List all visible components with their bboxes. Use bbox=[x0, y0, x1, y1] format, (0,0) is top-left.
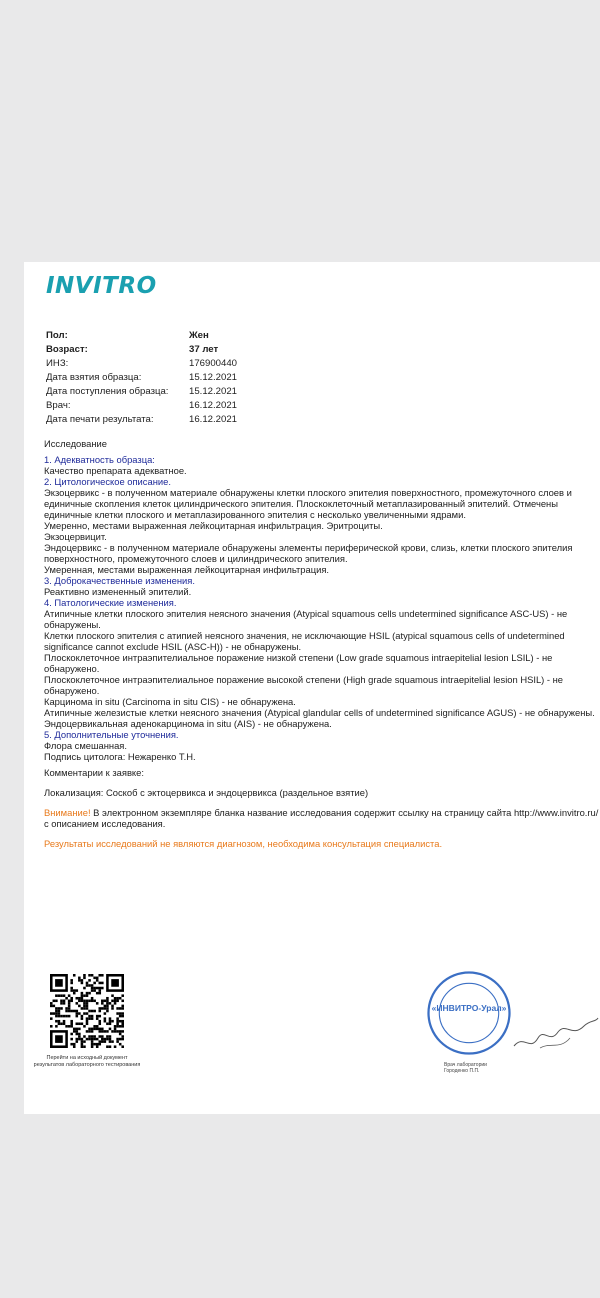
report-line: Атипичные клетки плоского эпителия неясного значения (Atypical squamous cells undetermined significance ASC-US) - не обнаружены. bbox=[44, 608, 568, 630]
report-line: Умеренная, местами выраженная лейкоцитарная инфильтрация. bbox=[44, 564, 330, 575]
report-line: Эндоцервикс - в полученном материале обнаружены элементы периферической крови, слизь, клетки плоского эпителия поверхностного, промежуточного слоев и цилиндрического эпителия. bbox=[44, 542, 573, 564]
report-line: Атипичные железистые клетки неясного значения (Atypical glandular cells of undetermined significance AGUS) - не обнаружены. bbox=[44, 707, 595, 718]
report-line: Умеренно, местами выраженная лейкоцитарная инфильтрация. Эритроциты. bbox=[44, 520, 383, 531]
field-label: Врач: bbox=[46, 400, 71, 411]
field-label: ИНЗ: bbox=[46, 358, 69, 369]
stamp-caption: Врач лаборатории Городенко П.П. bbox=[444, 1062, 487, 1074]
section-heading: 1. Адекватность образца: bbox=[44, 454, 155, 465]
report-line: Клетки плоского эпителия с атипией неясного значения, не исключающие HSIL (atypical squamous cells of undetermined significance cannot exclude HSIL (ASC-H)) - не обнаружены. bbox=[44, 630, 565, 652]
stamp-text: «ИНВИТРО-Урал» bbox=[431, 1003, 507, 1014]
report-lines bbox=[44, 454, 600, 762]
report-line: Карцинома in situ (Carcinoma in situ CIS) - не обнаружена. bbox=[44, 696, 296, 707]
study-title: Исследование bbox=[44, 438, 107, 449]
field-value: 15.12.2021 bbox=[189, 372, 238, 383]
field-row-sample-date bbox=[46, 371, 237, 385]
section-heading: 4. Патологические изменения. bbox=[44, 597, 177, 608]
report-body bbox=[44, 438, 600, 849]
field-row-receipt-date bbox=[46, 385, 237, 399]
field-value: 176900440 bbox=[189, 358, 238, 369]
report-line: Экзоцервицит. bbox=[44, 531, 107, 542]
report-line: Плоскоклеточное интраэпителиальное поражение низкой степени (Low grade squamous intraepitelial lesion LSIL) - не обнаружено. bbox=[44, 652, 553, 674]
qr-code[interactable] bbox=[50, 974, 124, 1048]
disclaimer: Результаты исследований не являются диагнозом, необходима консультация специалиста. bbox=[44, 838, 443, 849]
comments-label: Комментарии к заявке: bbox=[44, 767, 144, 778]
report-line: Подпись цитолога: Нежаренко Т.Н. bbox=[44, 751, 196, 762]
field-label: Дата печати результата: bbox=[46, 414, 154, 425]
field-row-age bbox=[46, 343, 237, 357]
patient-fields bbox=[46, 329, 237, 427]
field-value: 37 лет bbox=[189, 344, 219, 355]
doctor-signature bbox=[510, 1008, 600, 1058]
lab-stamp bbox=[424, 968, 514, 1058]
section-heading: 5. Дополнительные уточнения. bbox=[44, 729, 179, 740]
field-row-print-date bbox=[46, 413, 237, 427]
warning-text: В электронном экземпляре бланка название исследования содержит ссылку на страницу сайта http://www.invitro.ru/с описанием исследования. bbox=[44, 807, 599, 829]
field-label: Дата взятия образца: bbox=[46, 372, 142, 383]
warning-label: Внимание! bbox=[44, 807, 91, 818]
result-sheet bbox=[24, 262, 600, 1114]
report-line: Плоскоклеточное интраэпителиальное поражение высокой степени (High grade squamous intraepitelial lesion HSIL) - не обнаружено. bbox=[44, 674, 564, 696]
localization: Локализация: Соскоб с эктоцервикса и эндоцервикса (раздельное взятие) bbox=[44, 787, 369, 798]
field-label: Пол: bbox=[46, 330, 68, 341]
warning bbox=[44, 807, 600, 829]
report-line: Качество препарата адекватное. bbox=[44, 465, 187, 476]
field-value: 15.12.2021 bbox=[189, 386, 238, 397]
field-row-sex bbox=[46, 329, 237, 343]
qr-caption: Перейти на исходный документ результатов лабораторного тестирования bbox=[33, 1055, 141, 1068]
report-line: Эндоцервикальная аденокарцинома in situ (AIS) - не обнаружена. bbox=[44, 718, 332, 729]
section-heading: 3. Доброкачественные изменения. bbox=[44, 575, 195, 586]
field-label: Дата поступления образца: bbox=[46, 386, 169, 397]
field-value: 16.12.2021 bbox=[189, 400, 238, 411]
field-row-doctor bbox=[46, 399, 237, 413]
invitro-logo: INVITRO bbox=[46, 273, 157, 299]
report-line: Экзоцервикс - в полученном материале обнаружены клетки плоского эпителия поверхностного, промежуточного слоев и единичные скопления клеток цилиндрического эпителия. Плоскоклеточный метаплазированный эпителий. Отмечены единичные клетки плоского и метаплазированного эпителия с несколько увеличенными ядрами. bbox=[44, 487, 572, 520]
section-heading: 2. Цитологическое описание. bbox=[44, 476, 171, 487]
field-label: Возраст: bbox=[46, 344, 88, 355]
report-line: Флора смешанная. bbox=[44, 740, 127, 751]
field-row-inz bbox=[46, 357, 237, 371]
field-value: Жен bbox=[189, 330, 209, 341]
report-line: Реактивно измененный эпителий. bbox=[44, 586, 192, 597]
field-value: 16.12.2021 bbox=[189, 414, 238, 425]
